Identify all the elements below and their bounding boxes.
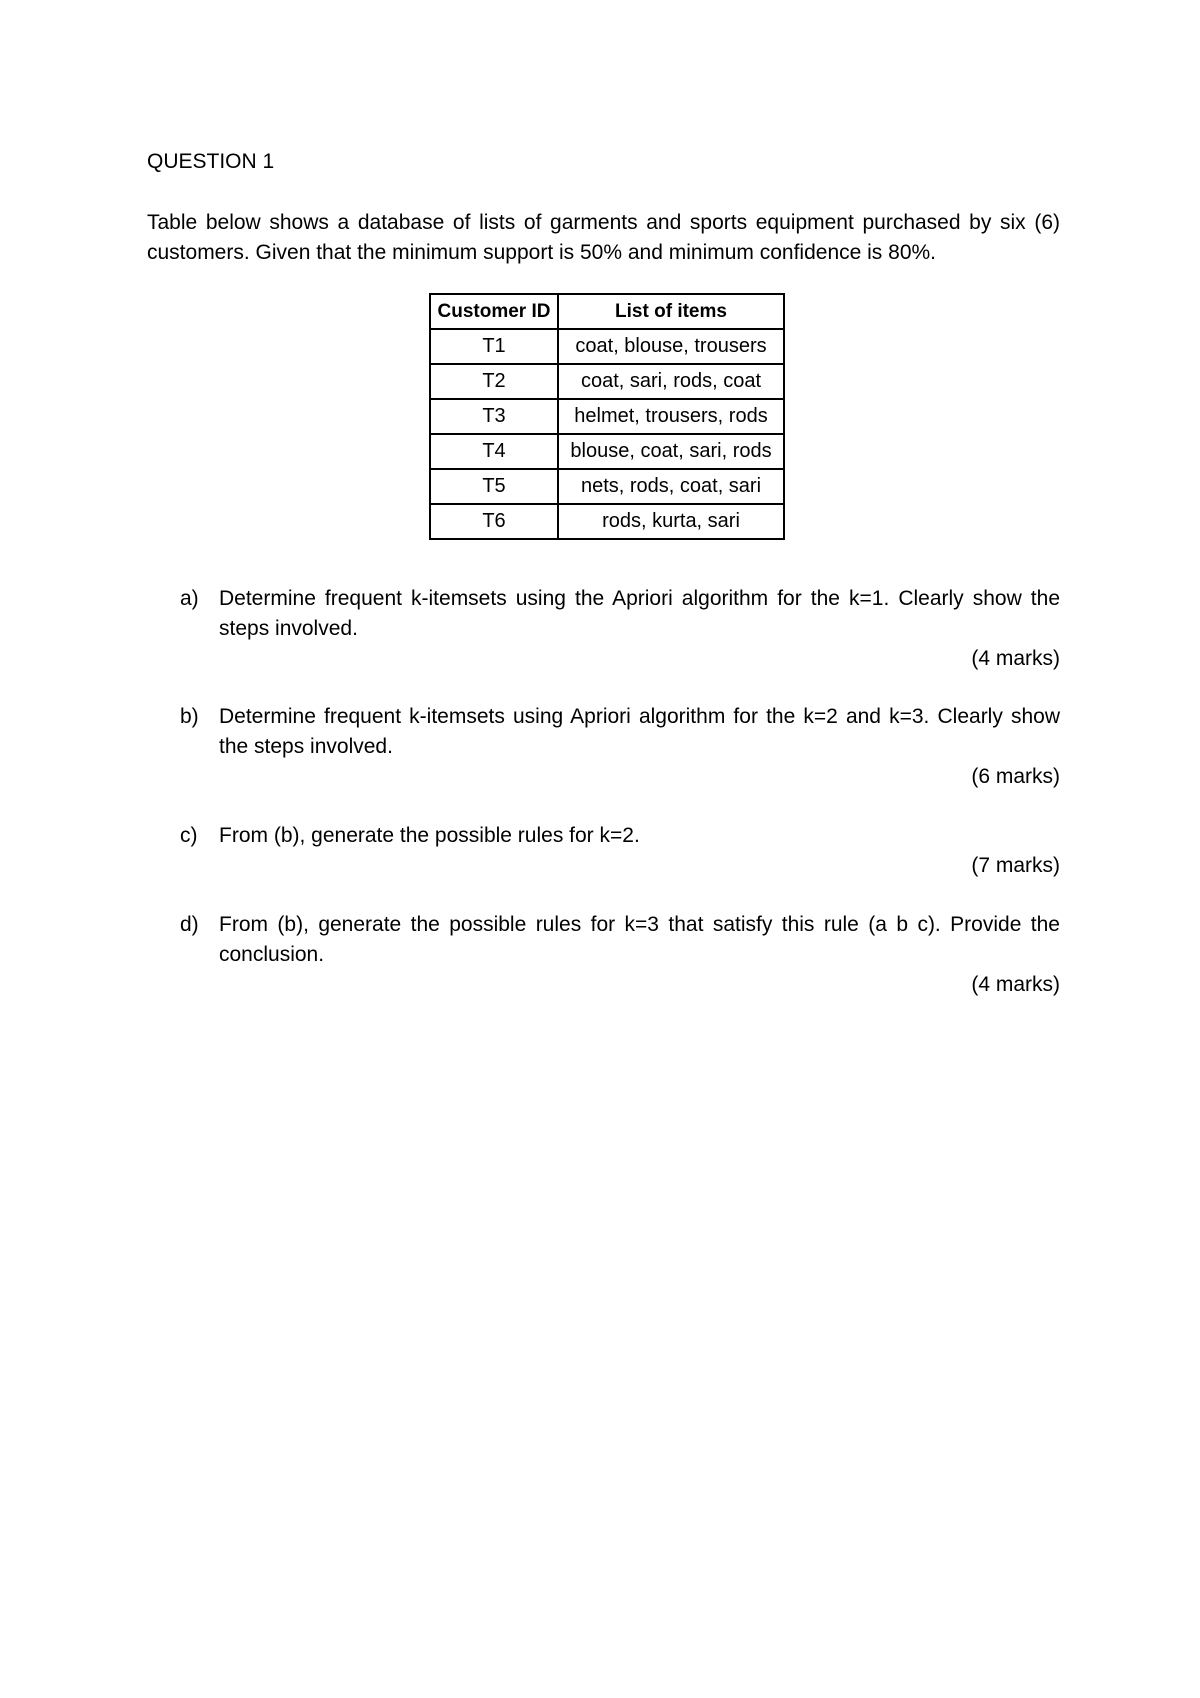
question-text: Determine frequent k-itemsets using Apriori algorithm for the k=2 and k=3. Clearly show the steps involved.	[219, 705, 1060, 758]
marks-label: (7 marks)	[971, 854, 1060, 877]
table-row	[430, 434, 784, 469]
question-a	[180, 584, 1060, 674]
items-cell: blouse, coat, sari, rods	[558, 434, 784, 469]
customer-id-cell: T4	[430, 434, 558, 469]
header-list-of-items: List of items	[558, 294, 784, 329]
table-row	[430, 504, 784, 539]
question-text: From (b), generate the possible rules for k=3 that satisfy this rule (a b c). Provide the conclusion.	[219, 913, 1060, 966]
question-c	[180, 821, 1060, 881]
customer-id-cell: T1	[430, 329, 558, 364]
marks-label: (4 marks)	[971, 973, 1060, 996]
table-row	[430, 469, 784, 504]
question-letter: d)	[180, 913, 199, 936]
question-letter: c)	[180, 824, 198, 847]
question-d	[180, 910, 1060, 1000]
question-letter: a)	[180, 587, 199, 610]
customer-id-cell: T3	[430, 399, 558, 434]
table-row	[430, 399, 784, 434]
question-b	[180, 702, 1060, 792]
question-text: From (b), generate the possible rules for k=2.	[219, 824, 640, 847]
customer-id-cell: T5	[430, 469, 558, 504]
header-customer-id: Customer ID	[430, 294, 558, 329]
question-letter: b)	[180, 705, 199, 728]
table-header-row	[430, 294, 784, 329]
customer-id-cell: T6	[430, 504, 558, 539]
customer-id-cell: T2	[430, 364, 558, 399]
items-cell: coat, blouse, trousers	[558, 329, 784, 364]
question-heading: QUESTION 1	[147, 150, 275, 173]
table-row	[430, 329, 784, 364]
table-row	[430, 364, 784, 399]
marks-label: (6 marks)	[971, 765, 1060, 788]
question-text: Determine frequent k-itemsets using the Apriori algorithm for the k=1. Clearly show the steps involved.	[219, 587, 1060, 640]
intro-paragraph: Table below shows a database of lists of garments and sports equipment purchased by six (6) customers. Given that the minimum support is 50% and minimum confidence is 80%.	[147, 211, 1060, 264]
transactions-table	[429, 293, 785, 540]
items-cell: nets, rods, coat, sari	[558, 469, 784, 504]
items-cell: helmet, trousers, rods	[558, 399, 784, 434]
items-cell: rods, kurta, sari	[558, 504, 784, 539]
marks-label: (4 marks)	[971, 647, 1060, 670]
items-cell: coat, sari, rods, coat	[558, 364, 784, 399]
